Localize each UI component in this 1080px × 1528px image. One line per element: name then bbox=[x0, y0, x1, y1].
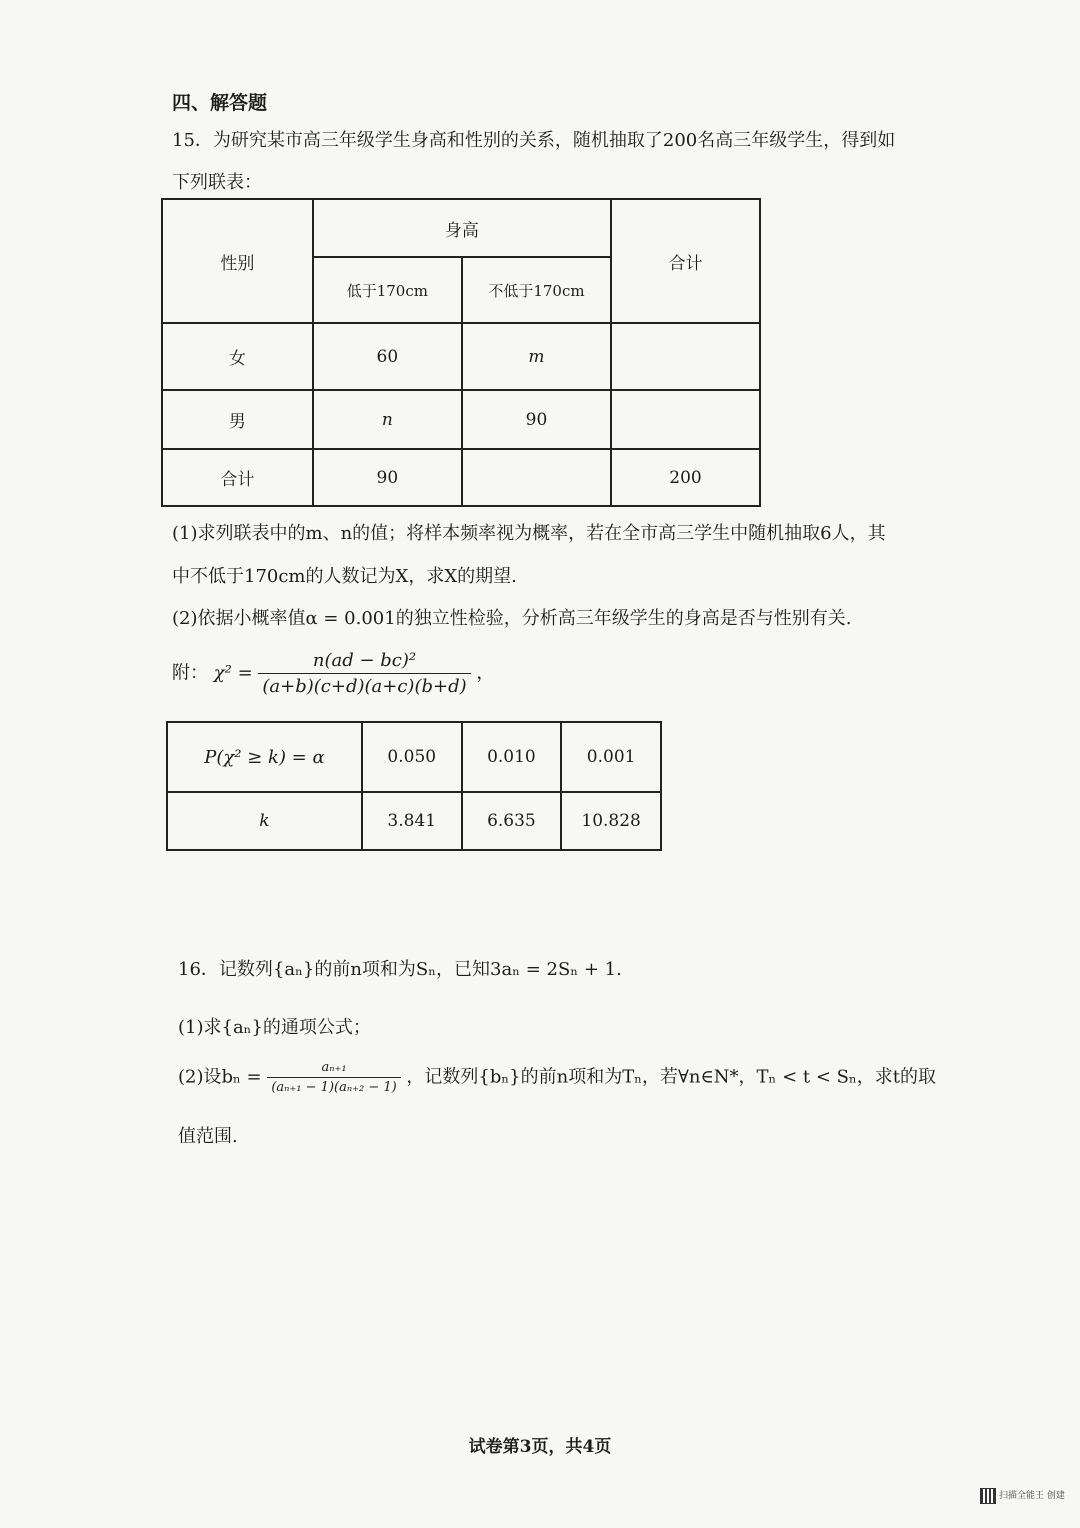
row-total-below: 90 bbox=[313, 449, 462, 506]
formula-numerator: n(ad − bc)² bbox=[258, 650, 470, 674]
row-male-total bbox=[611, 390, 760, 449]
q15-text-line1: 15．为研究某市高三年级学生身高和性别的关系，随机抽取了200名高三年级学生，得到如 bbox=[172, 130, 896, 151]
critical-value-table bbox=[166, 721, 662, 851]
formula-lhs: χ² = bbox=[213, 662, 253, 684]
crit-k-2: 10.828 bbox=[561, 792, 661, 850]
q16-part2-prefix: (2)设bₙ = bbox=[178, 1066, 262, 1088]
q16-part2-line1 bbox=[178, 1060, 936, 1095]
crit-k-0: 3.841 bbox=[362, 792, 462, 850]
formula-denominator: (a+b)(c+d)(a+c)(b+d) bbox=[262, 676, 467, 697]
q16-text: 16．记数列{aₙ}的前n项和为Sₙ，已知3aₙ = 2Sₙ + 1. bbox=[178, 959, 622, 980]
row-male-notbelow: 90 bbox=[462, 390, 611, 449]
row-female-notbelow: m bbox=[462, 323, 611, 390]
q16-part2-suffix: ，记数列{bₙ}的前n项和为Tₙ，若∀n∈N*，Tₙ < t < Sₙ，求t的取 bbox=[406, 1066, 936, 1088]
chi-square-formula bbox=[172, 650, 494, 697]
crit-alpha-1: 0.010 bbox=[462, 722, 562, 792]
page-footer: 试卷第3页，共4页 bbox=[468, 1437, 612, 1457]
b-n-denominator: (aₙ₊₁ − 1)(aₙ₊₂ − 1) bbox=[271, 1080, 397, 1095]
q16-part2-line2: 值范围. bbox=[178, 1126, 238, 1147]
q15-text-line2: 下列联表： bbox=[172, 172, 262, 193]
formula-fraction bbox=[258, 650, 470, 697]
formula-prefix: 附： bbox=[172, 662, 208, 684]
row-female-below: 60 bbox=[313, 323, 462, 390]
contingency-table bbox=[161, 198, 761, 507]
row-female-label: 女 bbox=[162, 323, 313, 390]
header-below-170: 低于170cm bbox=[313, 257, 462, 323]
b-n-numerator: aₙ₊₁ bbox=[267, 1060, 400, 1078]
qr-code-icon bbox=[980, 1488, 996, 1504]
crit-k-1: 6.635 bbox=[462, 792, 562, 850]
row-total-total: 200 bbox=[611, 449, 760, 506]
header-not-below-170: 不低于170cm bbox=[462, 257, 611, 323]
formula-suffix: ， bbox=[476, 662, 495, 684]
header-gender: 性别 bbox=[162, 199, 313, 323]
row-male-label: 男 bbox=[162, 390, 313, 449]
crit-alpha-2: 0.001 bbox=[561, 722, 661, 792]
scanner-watermark: 扫描全能王 创建 bbox=[999, 1491, 1065, 1501]
section-title: 四、解答题 bbox=[172, 92, 268, 114]
q15-part1-line1: (1)求列联表中的m、n的值；将样本频率视为概率，若在全市高三学生中随机抽取6人，其 bbox=[172, 523, 886, 544]
crit-row1-label: P(χ² ≥ k) = α bbox=[167, 722, 362, 792]
q15-part2: (2)依据小概率值α = 0.001的独立性检验，分析高三年级学生的身高是否与性别有关. bbox=[172, 608, 852, 629]
row-male-below: n bbox=[313, 390, 462, 449]
header-total: 合计 bbox=[611, 199, 760, 323]
crit-row2-label: k bbox=[167, 792, 362, 850]
header-height: 身高 bbox=[313, 199, 611, 257]
row-total-label: 合计 bbox=[162, 449, 313, 506]
crit-alpha-0: 0.050 bbox=[362, 722, 462, 792]
b-n-fraction bbox=[267, 1060, 400, 1095]
row-female-total bbox=[611, 323, 760, 390]
row-total-notbelow bbox=[462, 449, 611, 506]
q16-part1: (1)求{aₙ}的通项公式； bbox=[178, 1017, 371, 1038]
q15-part1-line2: 中不低于170cm的人数记为X，求X的期望. bbox=[172, 566, 517, 587]
